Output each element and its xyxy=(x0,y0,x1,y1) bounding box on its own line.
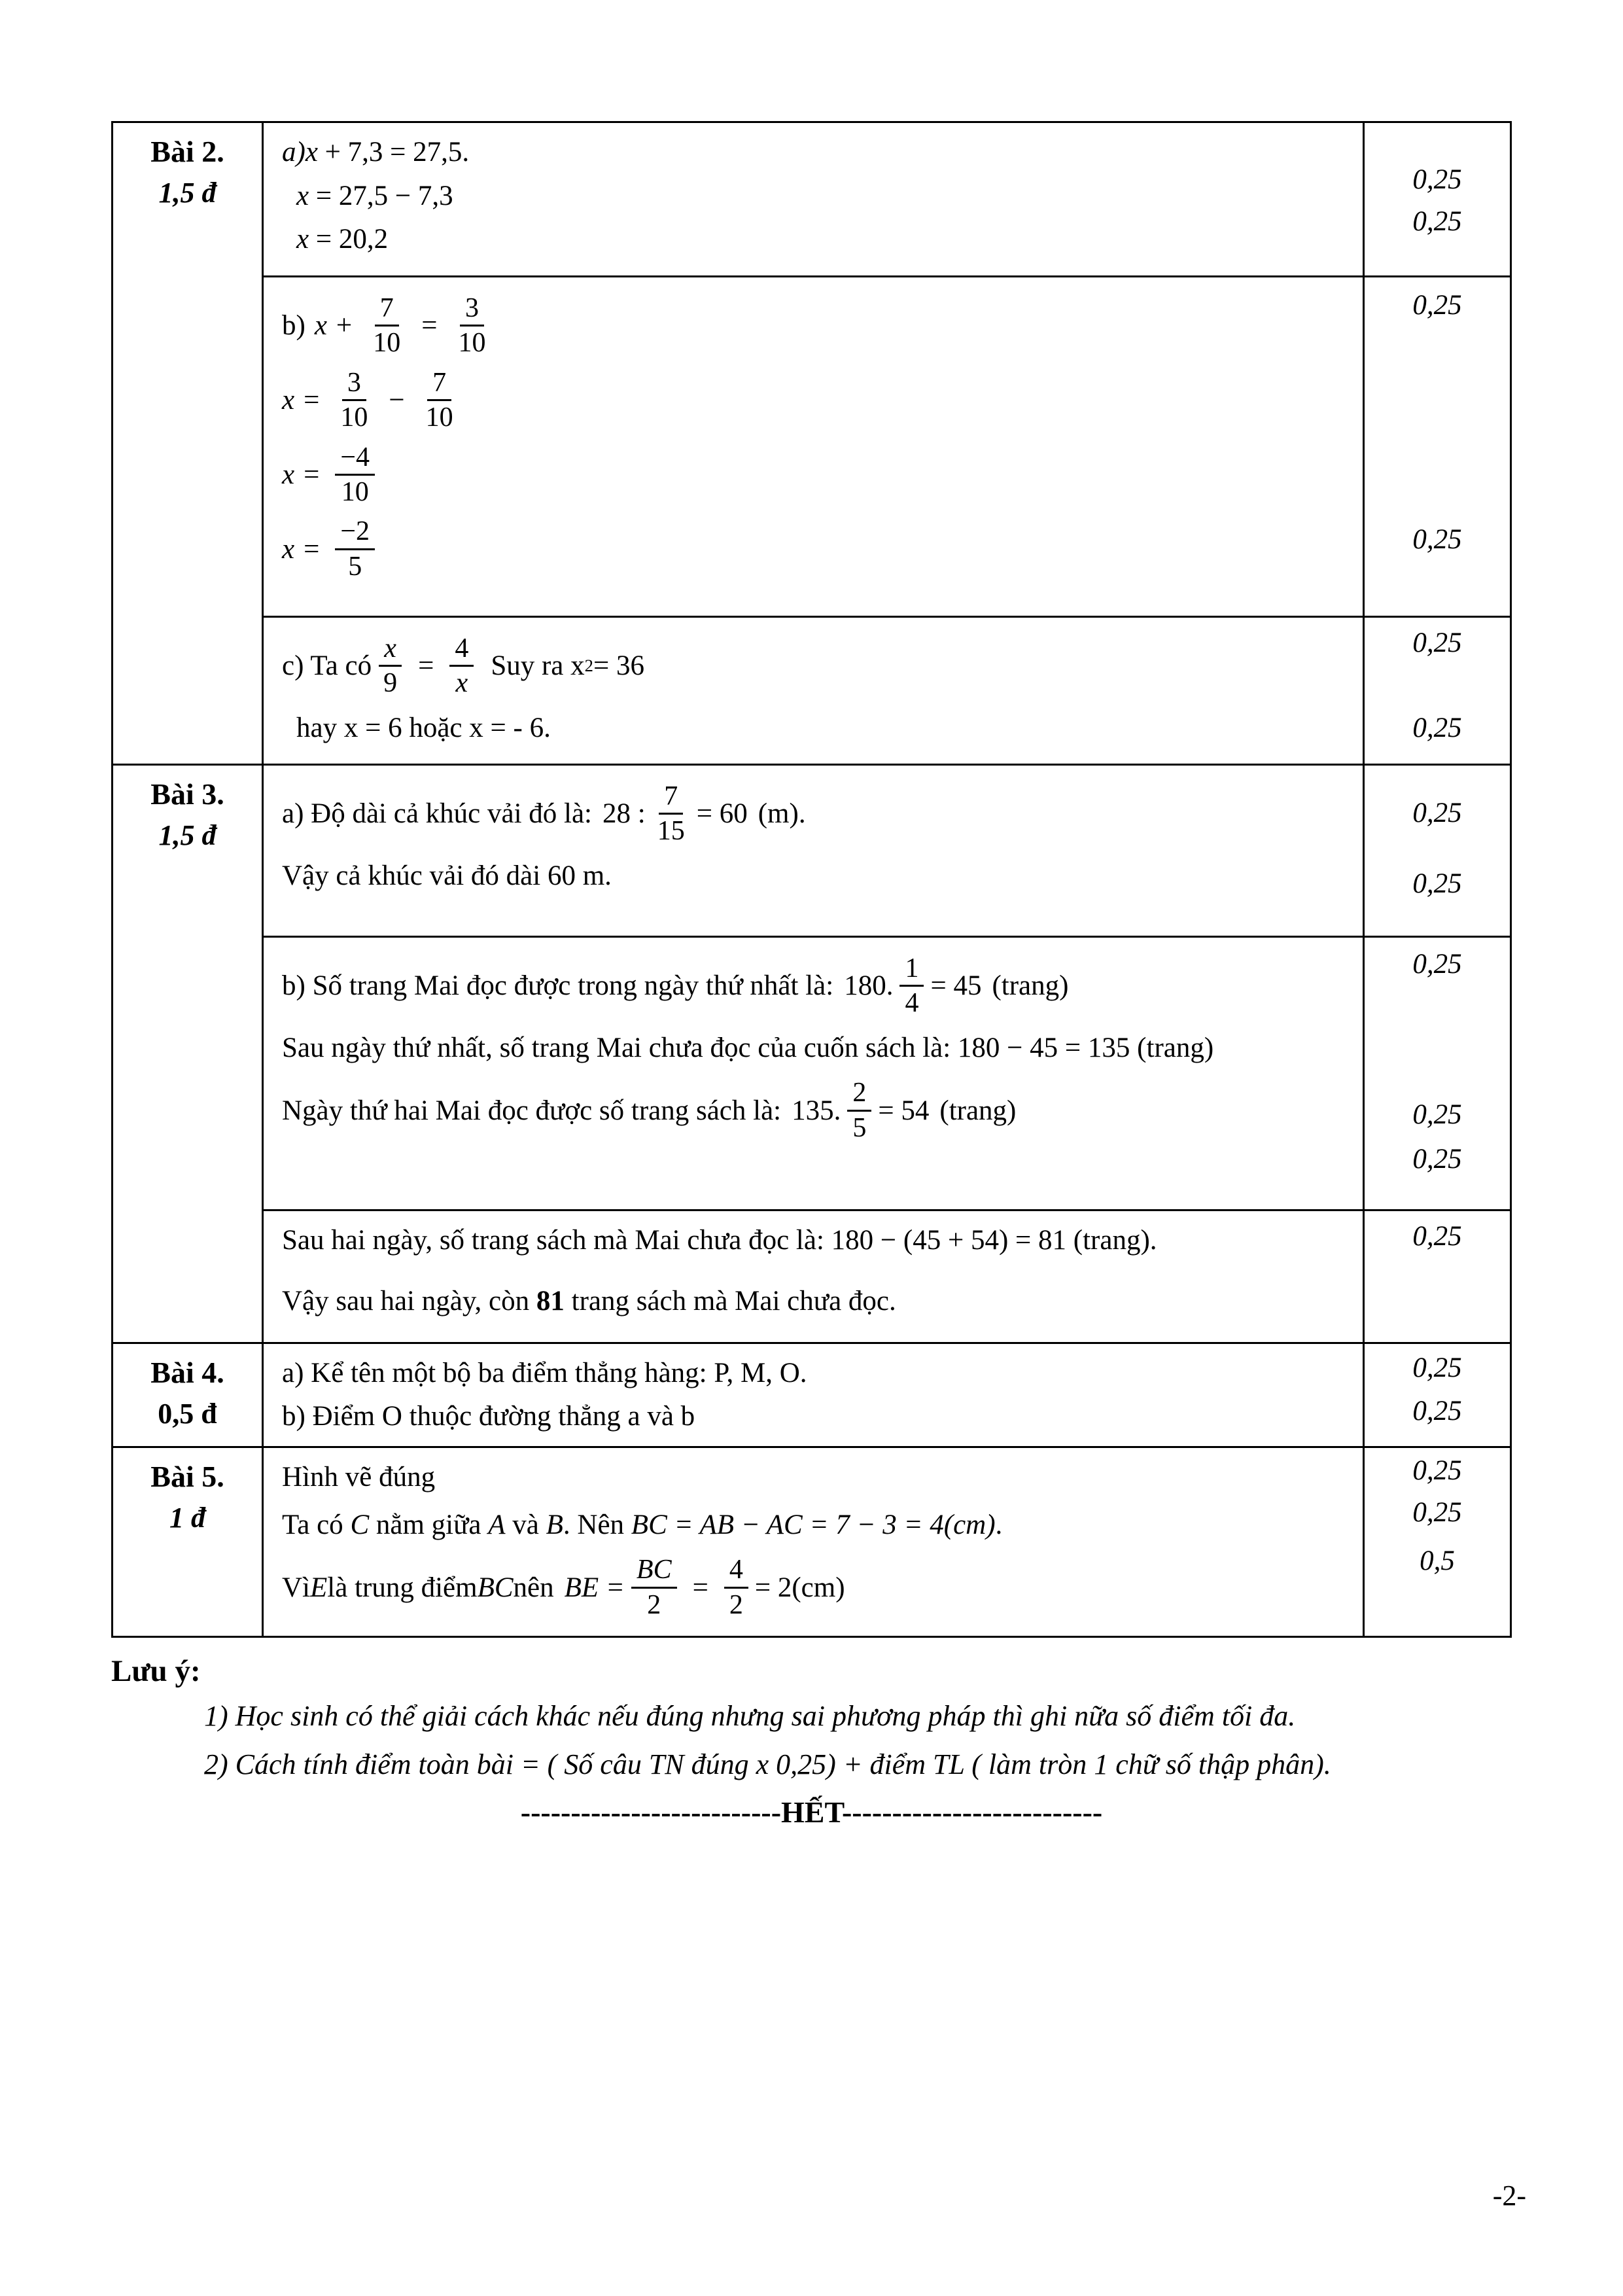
bai5-title: Bài 5. xyxy=(150,1460,224,1493)
fraction-numerator: 7 xyxy=(659,780,683,815)
fraction-numerator: 2 xyxy=(847,1076,871,1111)
math-var: B xyxy=(546,1509,563,1540)
bai5-line1: Hình vẽ đúng xyxy=(282,1462,436,1492)
score-value: 0,25 xyxy=(1412,524,1462,556)
score-value: 0,25 xyxy=(1412,164,1462,195)
bai5-line3 xyxy=(282,1553,1350,1621)
math-expr: = 27,5 − 7,3 xyxy=(309,180,453,211)
emphasized-number: 81 xyxy=(536,1285,565,1316)
bai4-score-cell xyxy=(1363,1344,1510,1446)
equals-sign: = xyxy=(304,459,320,490)
solution-text: Ta có xyxy=(282,1509,351,1540)
fraction-numerator: 3 xyxy=(342,366,366,401)
bai4-line2: b) Điểm O thuộc đường thẳng a và b xyxy=(282,1401,695,1432)
bai3a-score-cell xyxy=(1363,766,1510,936)
bai2-header-cell xyxy=(113,123,264,764)
fraction-denominator: 15 xyxy=(657,816,685,847)
bai4-section xyxy=(113,1342,1510,1446)
bai3b-line2: Sau ngày thứ nhất, số trang Mai chưa đọc của cuốn sách là: 180 − 45 = 135 (trang) xyxy=(282,1032,1214,1063)
score-value: 0,25 xyxy=(1412,1352,1462,1383)
math-expr: 28 : xyxy=(602,798,646,830)
fraction-numerator: 3 xyxy=(460,292,484,327)
item-label: c) Ta có xyxy=(282,650,372,682)
math-var: E xyxy=(310,1572,328,1603)
bai2-title: Bài 2. xyxy=(150,135,224,168)
bai3-title: Bài 3. xyxy=(150,777,224,811)
math-var: x xyxy=(296,224,309,255)
math-var: C xyxy=(350,1509,370,1540)
math-expr: = 2(cm) xyxy=(754,1572,845,1603)
bai2b-line3 xyxy=(282,441,1350,509)
bai2b-line2 xyxy=(282,366,1350,434)
fraction xyxy=(847,1076,871,1144)
bai3b-line1 xyxy=(282,952,1350,1020)
solution-text: . Nên xyxy=(563,1509,631,1540)
score-value: 0,25 xyxy=(1412,713,1462,744)
math-expr: Suy ra x xyxy=(491,650,585,682)
bai5-body xyxy=(264,1448,1510,1636)
note-1: 1) Học sinh có thể giải cách khác nếu đúng nhưng sai phương pháp thì ghi nữa số điểm tối đa. xyxy=(204,1700,1296,1733)
fraction xyxy=(335,515,375,583)
fraction-denominator: 10 xyxy=(340,402,368,433)
fraction-denominator: 2 xyxy=(729,1589,743,1620)
bai3c-score-cell xyxy=(1363,1211,1510,1342)
solution-text: nên xyxy=(513,1572,554,1603)
bai5-points: 1 đ xyxy=(169,1502,205,1534)
fraction xyxy=(724,1553,748,1621)
fraction-denominator: x xyxy=(455,668,468,699)
solution-text: b) Số trang Mai đọc được trong ngày thứ nhất là: xyxy=(282,970,834,1002)
solution-text: nằm giữa xyxy=(369,1509,489,1540)
score-value: 0,25 xyxy=(1412,1497,1462,1528)
unit-text: (m). xyxy=(758,798,806,830)
page-number: -2- xyxy=(1492,2180,1526,2212)
math-expr: 135. xyxy=(792,1095,841,1126)
fraction-numerator: −2 xyxy=(335,515,375,550)
math-expr: BC = AB − AC = 7 − 3 = 4(cm) xyxy=(631,1509,996,1540)
math-expr: = 36 xyxy=(593,650,644,682)
bai3c-line1: Sau hai ngày, số trang sách mà Mai chưa đọc là: 180 − (45 + 54) = 81 (trang). xyxy=(282,1225,1157,1256)
equals-sign: = xyxy=(418,650,434,682)
bai2c-line2: hay x = 6 hoặc x = - 6. xyxy=(296,712,551,743)
bai2b-row xyxy=(264,275,1510,616)
score-value: 0,25 xyxy=(1412,1396,1462,1426)
fraction xyxy=(631,1553,677,1621)
solution-text: a) Độ dài cả khúc vải đó là: xyxy=(282,798,593,830)
fraction-numerator: x xyxy=(379,632,402,667)
fraction-denominator: 5 xyxy=(852,1112,867,1143)
math-expr: + 7,3 = 27,5. xyxy=(317,137,470,168)
fraction xyxy=(453,292,491,360)
equals-sign: = xyxy=(304,385,320,416)
superscript: 2 xyxy=(584,656,593,676)
bai5-section xyxy=(113,1446,1510,1636)
math-expr: a)x xyxy=(282,137,318,168)
math-expr: BE = xyxy=(564,1572,625,1603)
bai3a-row xyxy=(264,766,1510,936)
equals-sign: = xyxy=(421,310,438,342)
bai5-line2 xyxy=(282,1504,1350,1547)
bai4-body xyxy=(264,1344,1510,1446)
bai2-section xyxy=(113,123,1510,764)
bai2c-content xyxy=(264,618,1363,764)
fraction-numerator: BC xyxy=(631,1553,677,1588)
bai4-points: 0,5 đ xyxy=(158,1398,217,1430)
fraction xyxy=(335,441,375,509)
bai3a-line2: Vậy cả khúc vải đó dài 60 m. xyxy=(282,860,612,891)
fraction xyxy=(378,632,402,700)
bai3c-line2 xyxy=(282,1280,1350,1324)
bai5-header-cell xyxy=(113,1448,264,1636)
bai3b-line3 xyxy=(282,1076,1350,1144)
solution-text: Vì xyxy=(282,1572,310,1603)
math-var: x xyxy=(314,310,327,342)
het-divider: --------------------------HẾT-------------------------- xyxy=(520,1795,1103,1829)
bai3-points: 1,5 đ xyxy=(158,819,217,852)
fraction-numerator: 7 xyxy=(375,292,399,327)
score-value: 0,5 xyxy=(1420,1545,1455,1577)
bai2b-line4 xyxy=(282,515,1350,583)
bai2a-line3 xyxy=(296,218,1350,262)
score-value: 0,25 xyxy=(1412,798,1462,828)
math-expr: = 60 xyxy=(696,798,748,830)
math-var: A xyxy=(488,1509,506,1540)
bai3-section xyxy=(113,764,1510,1342)
fraction-denominator: 10 xyxy=(425,402,453,433)
bai5-row xyxy=(264,1448,1510,1636)
fraction xyxy=(368,292,406,360)
bai2a-score-cell xyxy=(1363,123,1510,275)
bai3b-score-cell xyxy=(1363,938,1510,1209)
unit-text: (trang) xyxy=(939,1095,1017,1126)
math-var: x xyxy=(282,459,295,490)
equals-sign: = xyxy=(304,533,320,565)
solution-text: là trung điểm xyxy=(327,1572,478,1603)
fraction-numerator: −4 xyxy=(335,441,375,476)
bai3b-row xyxy=(264,936,1510,1209)
fraction-denominator: 2 xyxy=(647,1589,661,1620)
bai2b-score-cell xyxy=(1363,277,1510,616)
fraction-numerator: 4 xyxy=(724,1553,748,1588)
bai3-header-cell xyxy=(113,766,264,1342)
math-expr: = 20,2 xyxy=(309,224,389,255)
bai2a-row xyxy=(264,123,1510,275)
fraction-denominator: 10 xyxy=(341,476,369,507)
math-var: x xyxy=(282,385,295,416)
bai2b-line1 xyxy=(282,292,1350,360)
item-label: b) xyxy=(282,310,305,342)
fraction-denominator: 10 xyxy=(373,328,401,359)
math-expr: = 45 xyxy=(930,970,982,1002)
bai2a-content xyxy=(264,123,1363,275)
math-var: BC xyxy=(477,1572,514,1603)
math-var: x xyxy=(296,180,309,211)
fraction-denominator: 4 xyxy=(905,988,919,1019)
score-value: 0,25 xyxy=(1412,627,1462,658)
bai4-title: Bài 4. xyxy=(150,1356,224,1389)
bai3b-content xyxy=(264,938,1363,1209)
solution-text: trang sách mà Mai chưa đọc. xyxy=(564,1285,896,1316)
bai5-content xyxy=(264,1448,1363,1636)
fraction xyxy=(449,632,474,700)
fraction-numerator: 1 xyxy=(899,952,924,987)
math-var: x xyxy=(282,533,295,565)
math-expr: 180. xyxy=(844,970,894,1002)
footer-notes xyxy=(111,1653,1512,1829)
fraction xyxy=(421,366,459,434)
unit-text: (trang) xyxy=(992,970,1069,1002)
bai4-content xyxy=(264,1344,1363,1446)
note-2: 2) Cách tính điểm toàn bài = ( Số câu TN đúng x 0,25) + điểm TL ( làm tròn 1 chữ số thập phân). xyxy=(204,1748,1331,1780)
solution-text: Vậy sau hai ngày, còn xyxy=(282,1285,536,1316)
bai3-body xyxy=(264,766,1510,1342)
solution-text: . xyxy=(995,1509,1003,1540)
bai2c-line1 xyxy=(282,632,1350,700)
plus-sign: + xyxy=(336,310,353,342)
bai4-row xyxy=(264,1344,1510,1446)
bai4-line1: a) Kể tên một bộ ba điểm thẳng hàng: P, M, O. xyxy=(282,1358,807,1388)
fraction-numerator: 4 xyxy=(449,632,474,667)
solution-text: và xyxy=(505,1509,546,1540)
bai2a-line1 xyxy=(282,131,1350,175)
fraction-denominator: 9 xyxy=(383,668,398,699)
grading-table xyxy=(111,121,1512,1638)
bai3c-row xyxy=(264,1209,1510,1342)
score-value: 0,25 xyxy=(1412,290,1462,321)
luu-y-label: Lưu ý: xyxy=(111,1654,201,1689)
score-value: 0,25 xyxy=(1412,868,1462,900)
score-value: 0,25 xyxy=(1412,206,1462,238)
bai4-header-cell xyxy=(113,1344,264,1446)
equals-sign: = xyxy=(692,1572,708,1603)
bai2b-content xyxy=(264,277,1363,616)
score-value: 0,25 xyxy=(1412,1144,1462,1175)
math-expr: = 54 xyxy=(878,1095,930,1126)
solution-text: Ngày thứ hai Mai đọc được số trang sách là: xyxy=(282,1095,782,1126)
score-value: 0,25 xyxy=(1412,1221,1462,1252)
bai3c-content xyxy=(264,1211,1363,1342)
bai5-score-cell xyxy=(1363,1448,1510,1636)
minus-sign: − xyxy=(389,385,405,416)
bai3a-line1 xyxy=(282,780,1350,848)
fraction-numerator: 7 xyxy=(427,366,451,401)
bai2c-row xyxy=(264,616,1510,764)
bai2a-line2 xyxy=(296,175,1350,219)
bai2c-score-cell xyxy=(1363,618,1510,764)
bai3a-content xyxy=(264,766,1363,936)
fraction-denominator: 5 xyxy=(348,551,362,582)
fraction xyxy=(899,952,924,1020)
fraction xyxy=(335,366,373,434)
fraction xyxy=(652,780,690,848)
bai2-body xyxy=(264,123,1510,764)
score-value: 0,25 xyxy=(1412,1455,1462,1486)
score-value: 0,25 xyxy=(1412,1099,1462,1131)
fraction-denominator: 10 xyxy=(458,328,486,359)
bai2-points: 1,5 đ xyxy=(158,177,217,209)
score-value: 0,25 xyxy=(1412,949,1462,980)
